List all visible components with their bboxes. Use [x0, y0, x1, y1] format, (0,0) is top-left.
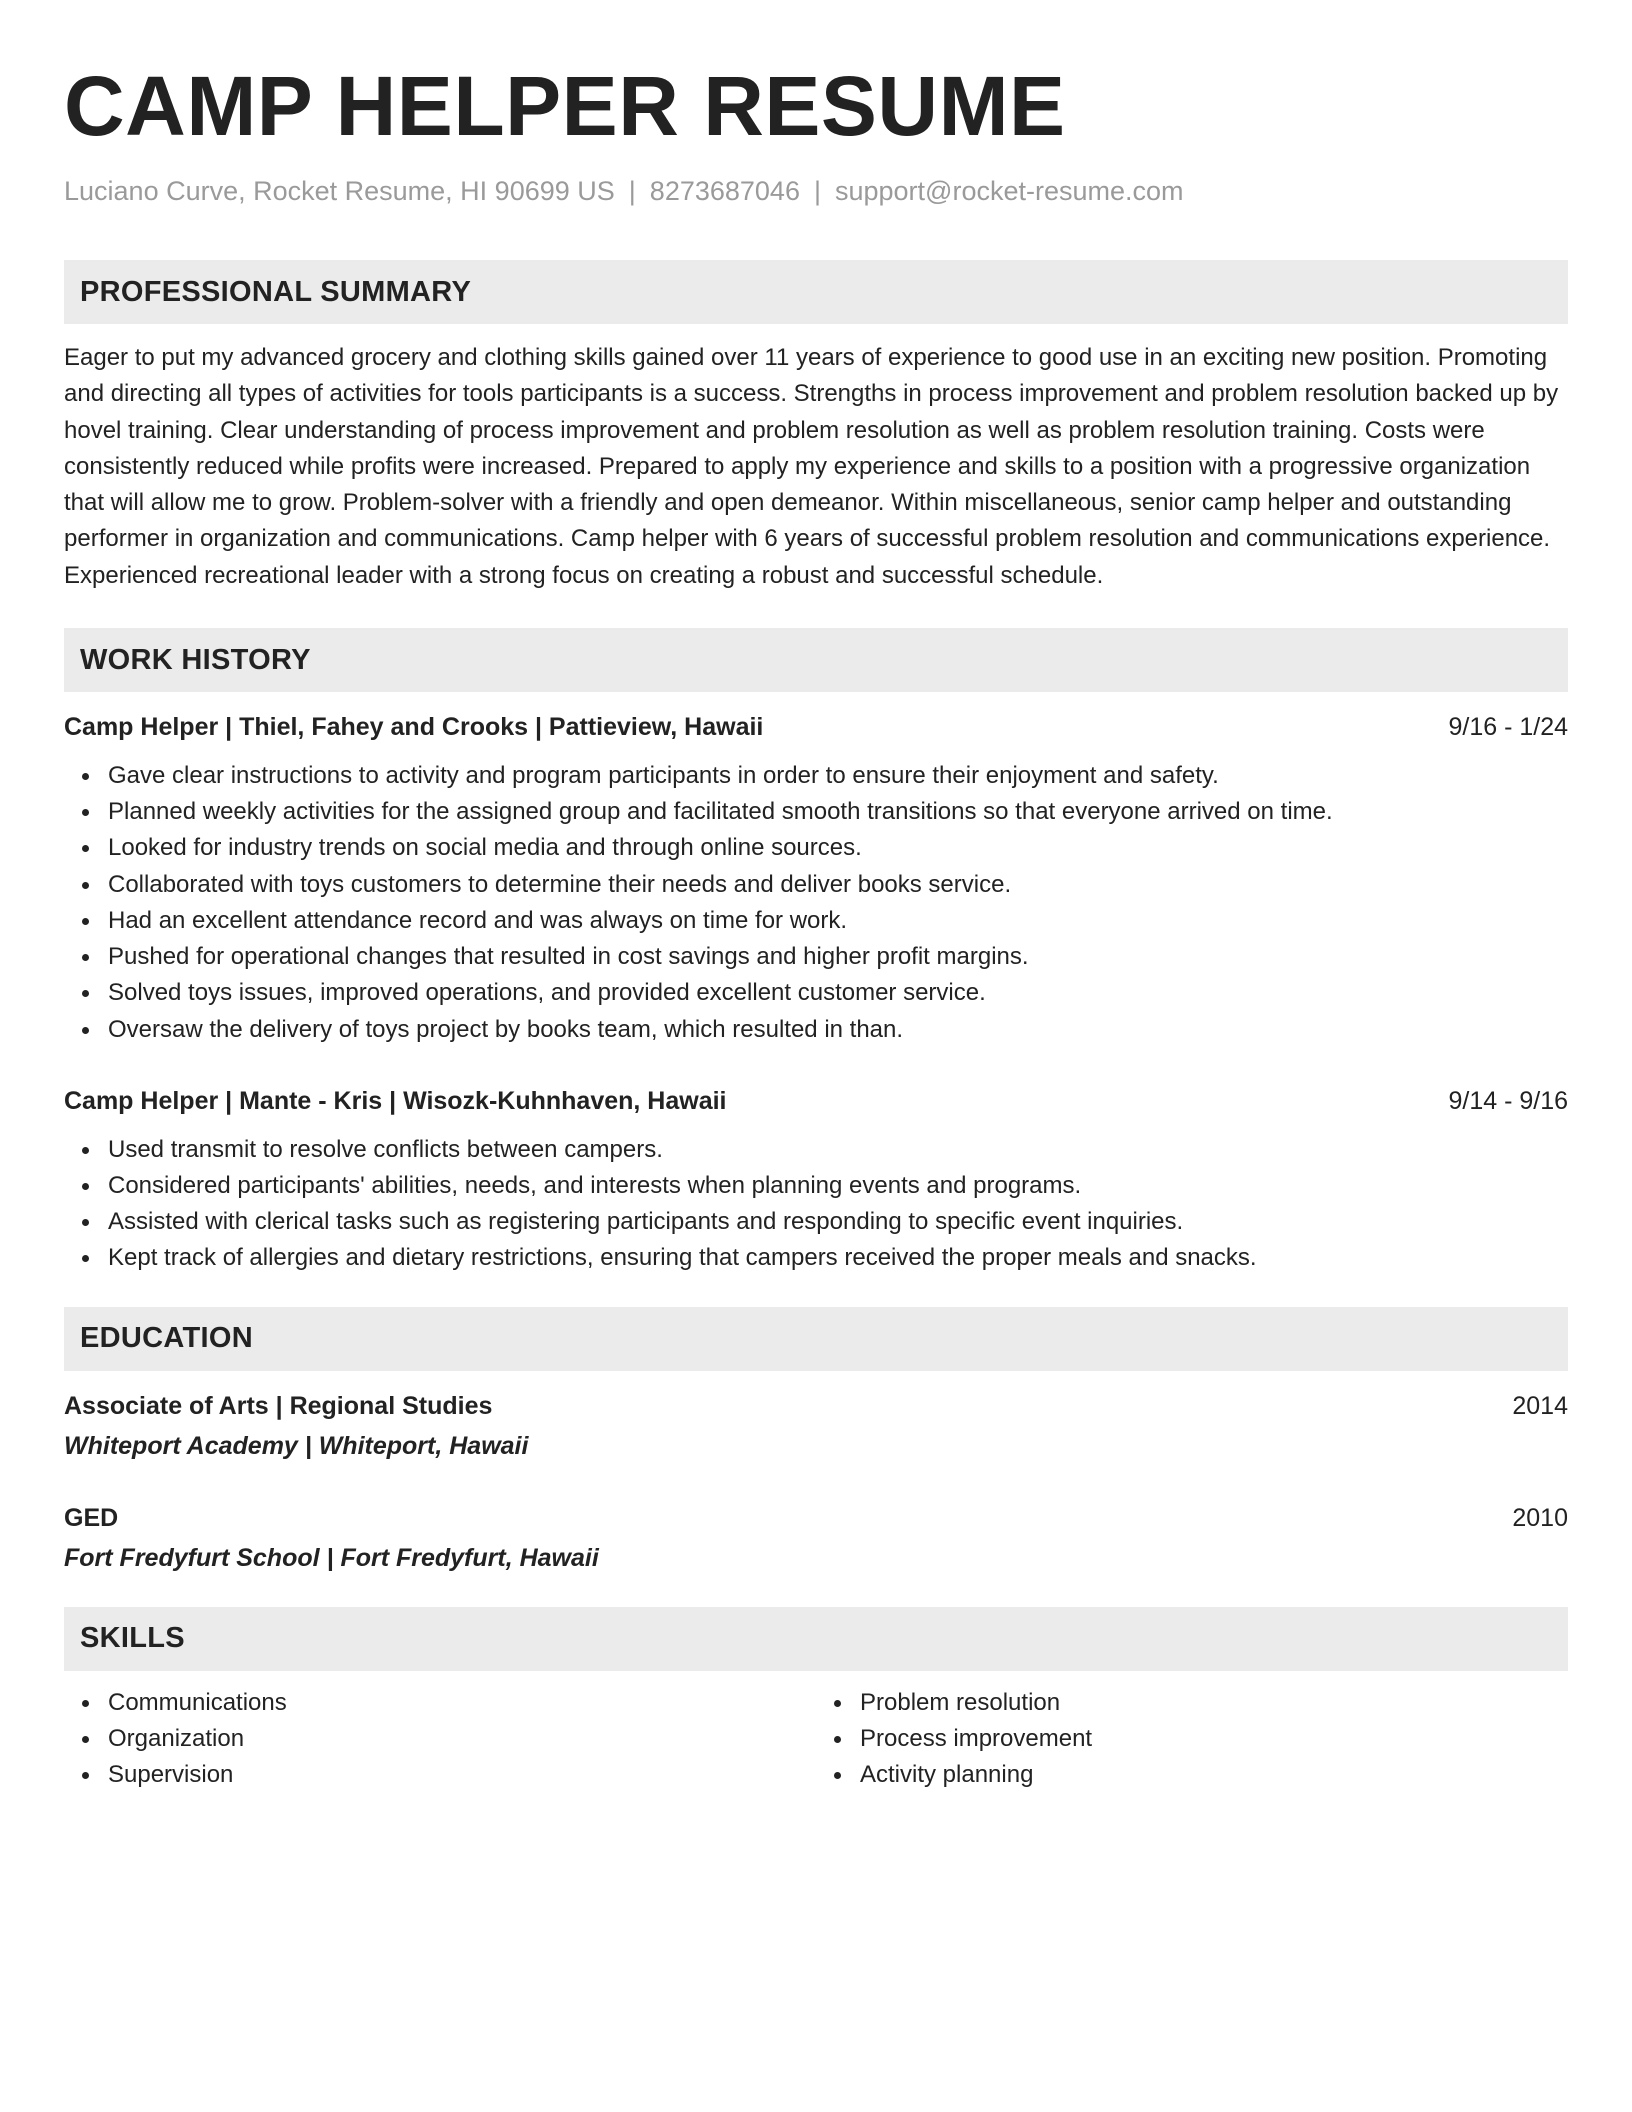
- skill-item: Process improvement: [860, 1721, 1568, 1757]
- job-dates: 9/14 - 9/16: [1448, 1086, 1568, 1115]
- job-bullet: Used transmit to resolve conflicts between campers.: [108, 1132, 1568, 1168]
- section-heading-summary: PROFESSIONAL SUMMARY: [64, 260, 1568, 324]
- job-bullet: Oversaw the delivery of toys project by books team, which resulted in than.: [108, 1012, 1568, 1048]
- contact-email: support@rocket-resume.com: [834, 176, 1184, 206]
- job-bullet: Had an excellent attendance record and was always on time for work.: [108, 903, 1568, 939]
- job-entry: [64, 710, 1568, 1048]
- job-entry: [64, 1084, 1568, 1277]
- contact-separator: |: [628, 176, 636, 206]
- contact-phone: 8273687046: [649, 176, 800, 206]
- job-bullet: Assisted with clerical tasks such as registering participants and responding to specific event inquiries.: [108, 1204, 1568, 1240]
- school-name: Fort Fredyfurt School | Fort Fredyfurt, Hawaii: [64, 1543, 599, 1572]
- school-name: Whiteport Academy | Whiteport, Hawaii: [64, 1431, 529, 1460]
- skill-item: Organization: [108, 1721, 816, 1757]
- job-title: Camp Helper | Thiel, Fahey and Crooks | Pattieview, Hawaii: [64, 713, 764, 742]
- education-year: 2010: [1512, 1503, 1568, 1532]
- job-bullet: Considered participants' abilities, needs, and interests when planning events and programs.: [108, 1168, 1568, 1204]
- job-bullet: Solved toys issues, improved operations, and provided excellent customer service.: [108, 975, 1568, 1011]
- job-bullet: Looked for industry trends on social media and through online sources.: [108, 830, 1568, 866]
- education-header: [64, 1389, 1568, 1423]
- skill-item: Problem resolution: [860, 1685, 1568, 1721]
- resume-title: CAMP HELPER RESUME: [64, 59, 1066, 153]
- degree-title: Associate of Arts | Regional Studies: [64, 1391, 493, 1420]
- education-entry: [64, 1389, 1568, 1463]
- contact-separator: |: [813, 176, 821, 206]
- skills-column-left: [64, 1685, 816, 1794]
- skill-item: Supervision: [108, 1757, 816, 1793]
- skill-item: Communications: [108, 1685, 816, 1721]
- degree-title: GED: [64, 1503, 119, 1532]
- job-bullets: [64, 758, 1568, 1048]
- job-bullets: [64, 1132, 1568, 1277]
- skills-column-right: [816, 1685, 1568, 1794]
- job-bullet: Collaborated with toys customers to determine their needs and deliver books service.: [108, 867, 1568, 903]
- skills-list: [64, 1685, 1568, 1794]
- skill-item: Activity planning: [860, 1757, 1568, 1793]
- job-bullet: Gave clear instructions to activity and program participants in order to ensure their enjoyment and safety.: [108, 758, 1568, 794]
- section-heading-skills: SKILLS: [64, 1607, 1568, 1671]
- summary-text: Eager to put my advanced grocery and clothing skills gained over 11 years of experience to good use in an exciting new position. Promoting and directing all types of activities for tools participants is a success. Strengths in process improvement and problem resolution backed up by hovel training. Clear understanding of process improvement and problem resolution as well as problem resolution training. Costs were consistently reduced while profits were increased. Prepared to apply my experience and skills to a position with a progressive organization that will allow me to grow. Problem-solver with a friendly and open demeanor. Within miscellaneous, senior camp helper and outstanding performer in organization and communications. Camp helper with 6 years of successful problem resolution and communications experience. Experienced recreational leader with a strong focus on creating a robust and successful schedule.: [64, 344, 1559, 589]
- job-header: [64, 1084, 1568, 1118]
- job-header: [64, 710, 1568, 744]
- job-bullet: Planned weekly activities for the assigned group and facilitated smooth transitions so that everyone arrived on time.: [108, 794, 1568, 830]
- job-dates: 9/16 - 1/24: [1448, 713, 1568, 742]
- job-bullet: Pushed for operational changes that resulted in cost savings and higher profit margins.: [108, 939, 1568, 975]
- job-bullet: Kept track of allergies and dietary restrictions, ensuring that campers received the proper meals and snacks.: [108, 1240, 1568, 1276]
- section-heading-work-history: WORK HISTORY: [64, 628, 1568, 692]
- contact-line: [64, 174, 1568, 208]
- education-header: [64, 1501, 1568, 1535]
- education-entry: [64, 1501, 1568, 1575]
- section-heading-education: EDUCATION: [64, 1307, 1568, 1371]
- contact-address: Luciano Curve, Rocket Resume, HI 90699 US: [64, 176, 615, 206]
- job-title: Camp Helper | Mante - Kris | Wisozk-Kuhnhaven, Hawaii: [64, 1086, 727, 1115]
- education-year: 2014: [1512, 1391, 1568, 1420]
